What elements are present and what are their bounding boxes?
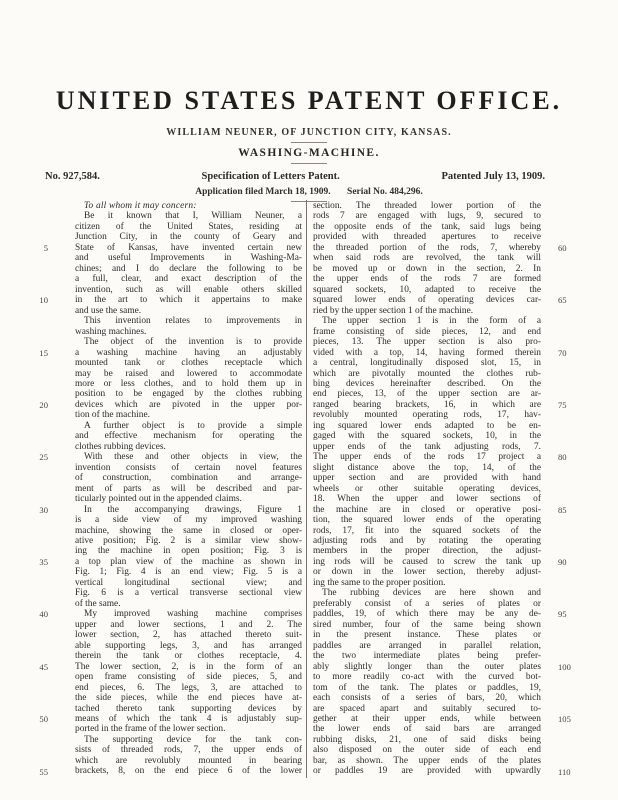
text-line: the threaded portion of the rods, 7, whereby — [313, 242, 541, 253]
text-line: State of Kansas, have invented certain new — [75, 242, 302, 253]
text-line: and useful Improvements in Washing-Ma- — [75, 253, 302, 264]
text-line: the machine are in closed or operative posi- — [313, 504, 541, 515]
patent-office-title: UNITED STATES PATENT OFFICE. — [55, 86, 563, 115]
text-line: rods, 17, fit into the squared sockets of the — [313, 525, 541, 536]
text-line: ticularly pointed out in the appended claims. — [75, 494, 242, 505]
text-line: ing rods will be caused to screw the tank up — [313, 556, 541, 567]
patent-number: No. 927,584. — [45, 171, 100, 182]
text-line: may be raised and lowered to accommodate — [75, 368, 302, 379]
text-line: in the art to which it appertains to make — [75, 295, 302, 306]
left-text-column — [39, 201, 302, 777]
text-line: mounted tank or clothes receptacle which — [75, 358, 302, 369]
line-number: 20 — [39, 399, 48, 410]
text-line: brackets, 8, on the end piece 6 of the lower — [75, 766, 302, 777]
text-line: Junction City, in the county of Geary and — [75, 232, 302, 243]
text-line: devices which are pivoted in the upper por- — [75, 399, 302, 410]
text-line: more or less clothes, and to hold them up in — [75, 378, 302, 389]
line-number: 35 — [39, 557, 48, 568]
serial-number: Serial No. 484,296. — [347, 187, 423, 197]
inventor-line: WILLIAM NEUNER, OF JUNCTION CITY, KANSAS. — [166, 127, 452, 138]
text-line: to more readily co-act with the curved bot- — [313, 672, 541, 683]
patented-date: Patented July 13, 1909. — [441, 171, 545, 182]
text-line: a central, longitudinally disposed slot, 15, in — [313, 358, 541, 369]
text-line: The supporting device for the tank con- — [84, 734, 302, 745]
column-divider-rule — [306, 200, 307, 778]
text-line: also disposed on the outer side of each end — [313, 745, 541, 756]
text-line: the two intermediate plates being prefer- — [313, 651, 541, 662]
text-line: In the accompanying drawings, Figure 1 — [84, 504, 302, 515]
text-line: are spaced apart and suitably secured to- — [313, 703, 541, 714]
text-line: paddles, 19, of which there may be any de- — [313, 609, 541, 620]
text-line: means of which the tank 4 is adjustably sup- — [75, 713, 302, 724]
line-number: 30 — [39, 504, 48, 515]
reference-row — [0, 171, 618, 182]
text-line: provided with threaded apertures to receive — [313, 232, 541, 243]
text-line: Fig. 1; Fig. 4 is an end view; Fig. 5 is a — [75, 567, 302, 578]
text-line: My improved washing machine comprises — [84, 609, 302, 620]
line-number: 110 — [558, 766, 571, 777]
line-number: 10 — [39, 295, 48, 306]
text-line: the upper ends of the rods 7 are formed — [313, 274, 541, 285]
text-line: The upper section 1 is in the form of a — [322, 316, 541, 327]
text-line: invention, such as will enable others skilled — [75, 284, 302, 295]
text-line: Be it known that I, William Neuner, a — [84, 211, 302, 222]
text-line: machine, showing the same in closed or oper- — [75, 525, 302, 536]
text-line: each consists of a series of bars, 20, which — [313, 693, 541, 704]
text-line: frame consisting of side pieces, 12, and end — [313, 326, 541, 337]
text-line: Fig. 6 is a vertical transverse sectional view — [75, 588, 302, 599]
text-line: ative position; Fig. 2 is a similar view show- — [75, 536, 302, 546]
text-line: The rubbing devices are here shown and — [322, 588, 541, 599]
line-number: 105 — [558, 714, 571, 725]
text-line: members in the proper direction, the adjust- — [313, 546, 541, 557]
invention-title: WASHING-MACHINE. — [238, 147, 380, 159]
line-number: 85 — [558, 504, 567, 515]
text-line: upper section and are provided with hand — [313, 473, 541, 484]
text-line: clothes rubbing devices. — [75, 441, 166, 452]
text-line: rods 7 are engaged with lugs, 9, secured to — [313, 211, 541, 222]
text-line: 18. When the upper and lower sections of — [313, 494, 541, 505]
line-number: 40 — [39, 609, 48, 620]
text-line: able supporting legs, 3, and has arranged — [75, 640, 302, 651]
text-line: squared lower ends of operating devices car- — [313, 295, 541, 306]
text-line: lower section, 2, has attached thereto suit- — [75, 630, 302, 641]
text-line: pieces, 13. The upper section is also pro- — [313, 337, 541, 348]
text-line: washing machines. — [75, 326, 147, 337]
text-line: ported in the frame of the lower section. — [75, 724, 226, 735]
line-number: 70 — [558, 347, 567, 358]
text-line: of the same. — [75, 598, 121, 609]
text-line: upper and lower sections, 1 and 2. The — [75, 619, 302, 630]
line-number: 50 — [39, 714, 48, 725]
text-line: With these and other objects in view, the — [84, 452, 302, 463]
text-line: The object of the invention is to provide — [84, 337, 302, 348]
text-line: which are revolubly mounted in bearing — [75, 755, 302, 766]
right-text-column — [313, 201, 571, 777]
line-number: 95 — [558, 609, 567, 620]
text-line: gaged with the squared sockets, 10, in the — [313, 431, 541, 442]
line-number: 60 — [558, 242, 567, 253]
text-line: tached thereto tank supporting devices by — [75, 703, 302, 714]
line-number: 90 — [558, 557, 567, 568]
text-line: open frame consisting of side pieces, 5, and — [75, 672, 302, 683]
patent-header — [0, 0, 618, 202]
divider-rule — [291, 163, 327, 164]
text-line: sired number, four of the same being shown — [313, 619, 541, 630]
application-line — [0, 187, 618, 197]
text-line: The upper ends of the rods 17 project a — [313, 452, 541, 463]
text-line: a full, clear, and exact description of the — [75, 274, 302, 285]
text-line: vided with a top, 14, having formed therein — [313, 347, 541, 358]
text-line: preferably consist of a series of plates or — [313, 598, 541, 609]
text-line: wheels or other suitable operating devices, — [313, 483, 541, 494]
text-line: slight distance above the top, 14, of the — [313, 462, 541, 473]
line-number: 100 — [558, 661, 571, 672]
line-number: 45 — [39, 661, 48, 672]
text-line: or paddles 19 are provided with upwardly — [313, 766, 541, 777]
text-line: gether at their upper ends, while between — [313, 713, 541, 724]
text-line: The lower section, 2, is in the form of an — [75, 661, 302, 672]
text-line: revolubly mounted operating rods, 17, hav- — [313, 410, 541, 421]
text-line: tom of the tank. The plates or paddles, 19, — [313, 682, 541, 693]
specification-label: Specification of Letters Patent. — [201, 171, 340, 182]
text-line: invention consists of certain novel features — [75, 462, 302, 473]
divider-rule — [291, 142, 327, 143]
text-line: when said rods are revolved, the tank will — [313, 253, 541, 264]
text-line: the side pieces, while the end pieces have at- — [75, 693, 302, 704]
text-line: paddles are arranged in parallel relation, — [313, 640, 541, 651]
text-line: a top plan view of the machine as shown in — [75, 556, 302, 567]
text-line: in the present instance. These plates or — [313, 630, 541, 641]
line-number: 25 — [39, 452, 48, 463]
text-line: bar, as shown. The upper ends of the plates — [313, 755, 541, 766]
line-number: 5 — [43, 242, 48, 253]
line-number: 55 — [39, 766, 48, 777]
text-line: ranged bearing brackets, 16, in which are — [313, 399, 541, 410]
text-line: tion of the machine. — [75, 410, 150, 421]
text-line: A further object is to provide a simple — [84, 420, 302, 431]
text-line: of construction, combination and arrange- — [75, 473, 302, 484]
text-line: To all whom it may concern: — [84, 201, 197, 211]
text-line: chines; and I do declare the following to be — [75, 263, 302, 274]
application-filed-date: Application filed March 18, 1909. — [195, 187, 331, 197]
line-number: 65 — [558, 295, 567, 306]
text-line: adjusting rods and by rotating the operating — [313, 536, 541, 546]
text-line: which are pivotally mounted the clothes rub- — [313, 368, 541, 379]
text-line: upper ends of the tank adjusting rods, 7. — [313, 441, 541, 452]
text-line: therein the tank or clothes receptacle, 4. — [75, 651, 302, 662]
text-line: tion, the squared lower ends of the operating — [313, 515, 541, 526]
text-line: position to be engaged by the clothes rubbing — [75, 389, 302, 400]
text-line: end pieces, 13, of the upper section are ar- — [313, 389, 541, 400]
line-number: 75 — [558, 399, 567, 410]
text-line: vertical longitudinal sectional view; and — [75, 577, 302, 588]
text-line: squared sockets, 10, adapted to receive the — [313, 284, 541, 295]
text-line: sists of threaded rods, 7, the upper ends of — [75, 745, 302, 756]
text-line: ably slightly longer than the outer plates — [313, 661, 541, 672]
text-line: end pieces, 6. The legs, 3, are attached to — [75, 682, 302, 693]
text-line: the lower ends of said bars are arranged — [313, 724, 541, 735]
text-line: and use the same. — [75, 305, 142, 316]
text-line: be moved up or down in the section, 2. In — [313, 263, 541, 274]
text-line: the opposite ends of the tank, said lugs being — [313, 221, 541, 232]
text-line: This invention relates to improvements in — [84, 316, 302, 327]
text-line: ing the machine in open position; Fig. 3 is — [75, 546, 302, 557]
text-line: ing squared lower ends adapted to be en- — [313, 420, 541, 431]
text-line: rubbing disks, 21, one of said disks being — [313, 734, 541, 745]
line-number: 15 — [39, 347, 48, 358]
text-line: a washing machine having an adjustably — [75, 347, 302, 358]
text-line: bing devices hereinafter described. On the — [313, 378, 541, 389]
text-line: ing the same to the proper position. — [313, 577, 446, 588]
text-line: is a side view of my improved washing — [75, 515, 302, 526]
text-line: section. The threaded lower portion of the — [313, 201, 541, 211]
text-line: or down in the lower section, thereby adjust- — [313, 567, 541, 578]
text-line: citizen of the United States, residing at — [75, 221, 302, 232]
line-number: 80 — [558, 452, 567, 463]
text-line: ment of parts as will be described and par- — [75, 483, 302, 494]
text-line: and effective mechanism for operating the — [75, 431, 302, 442]
text-line: ried by the upper section 1 of the machine. — [313, 305, 474, 316]
